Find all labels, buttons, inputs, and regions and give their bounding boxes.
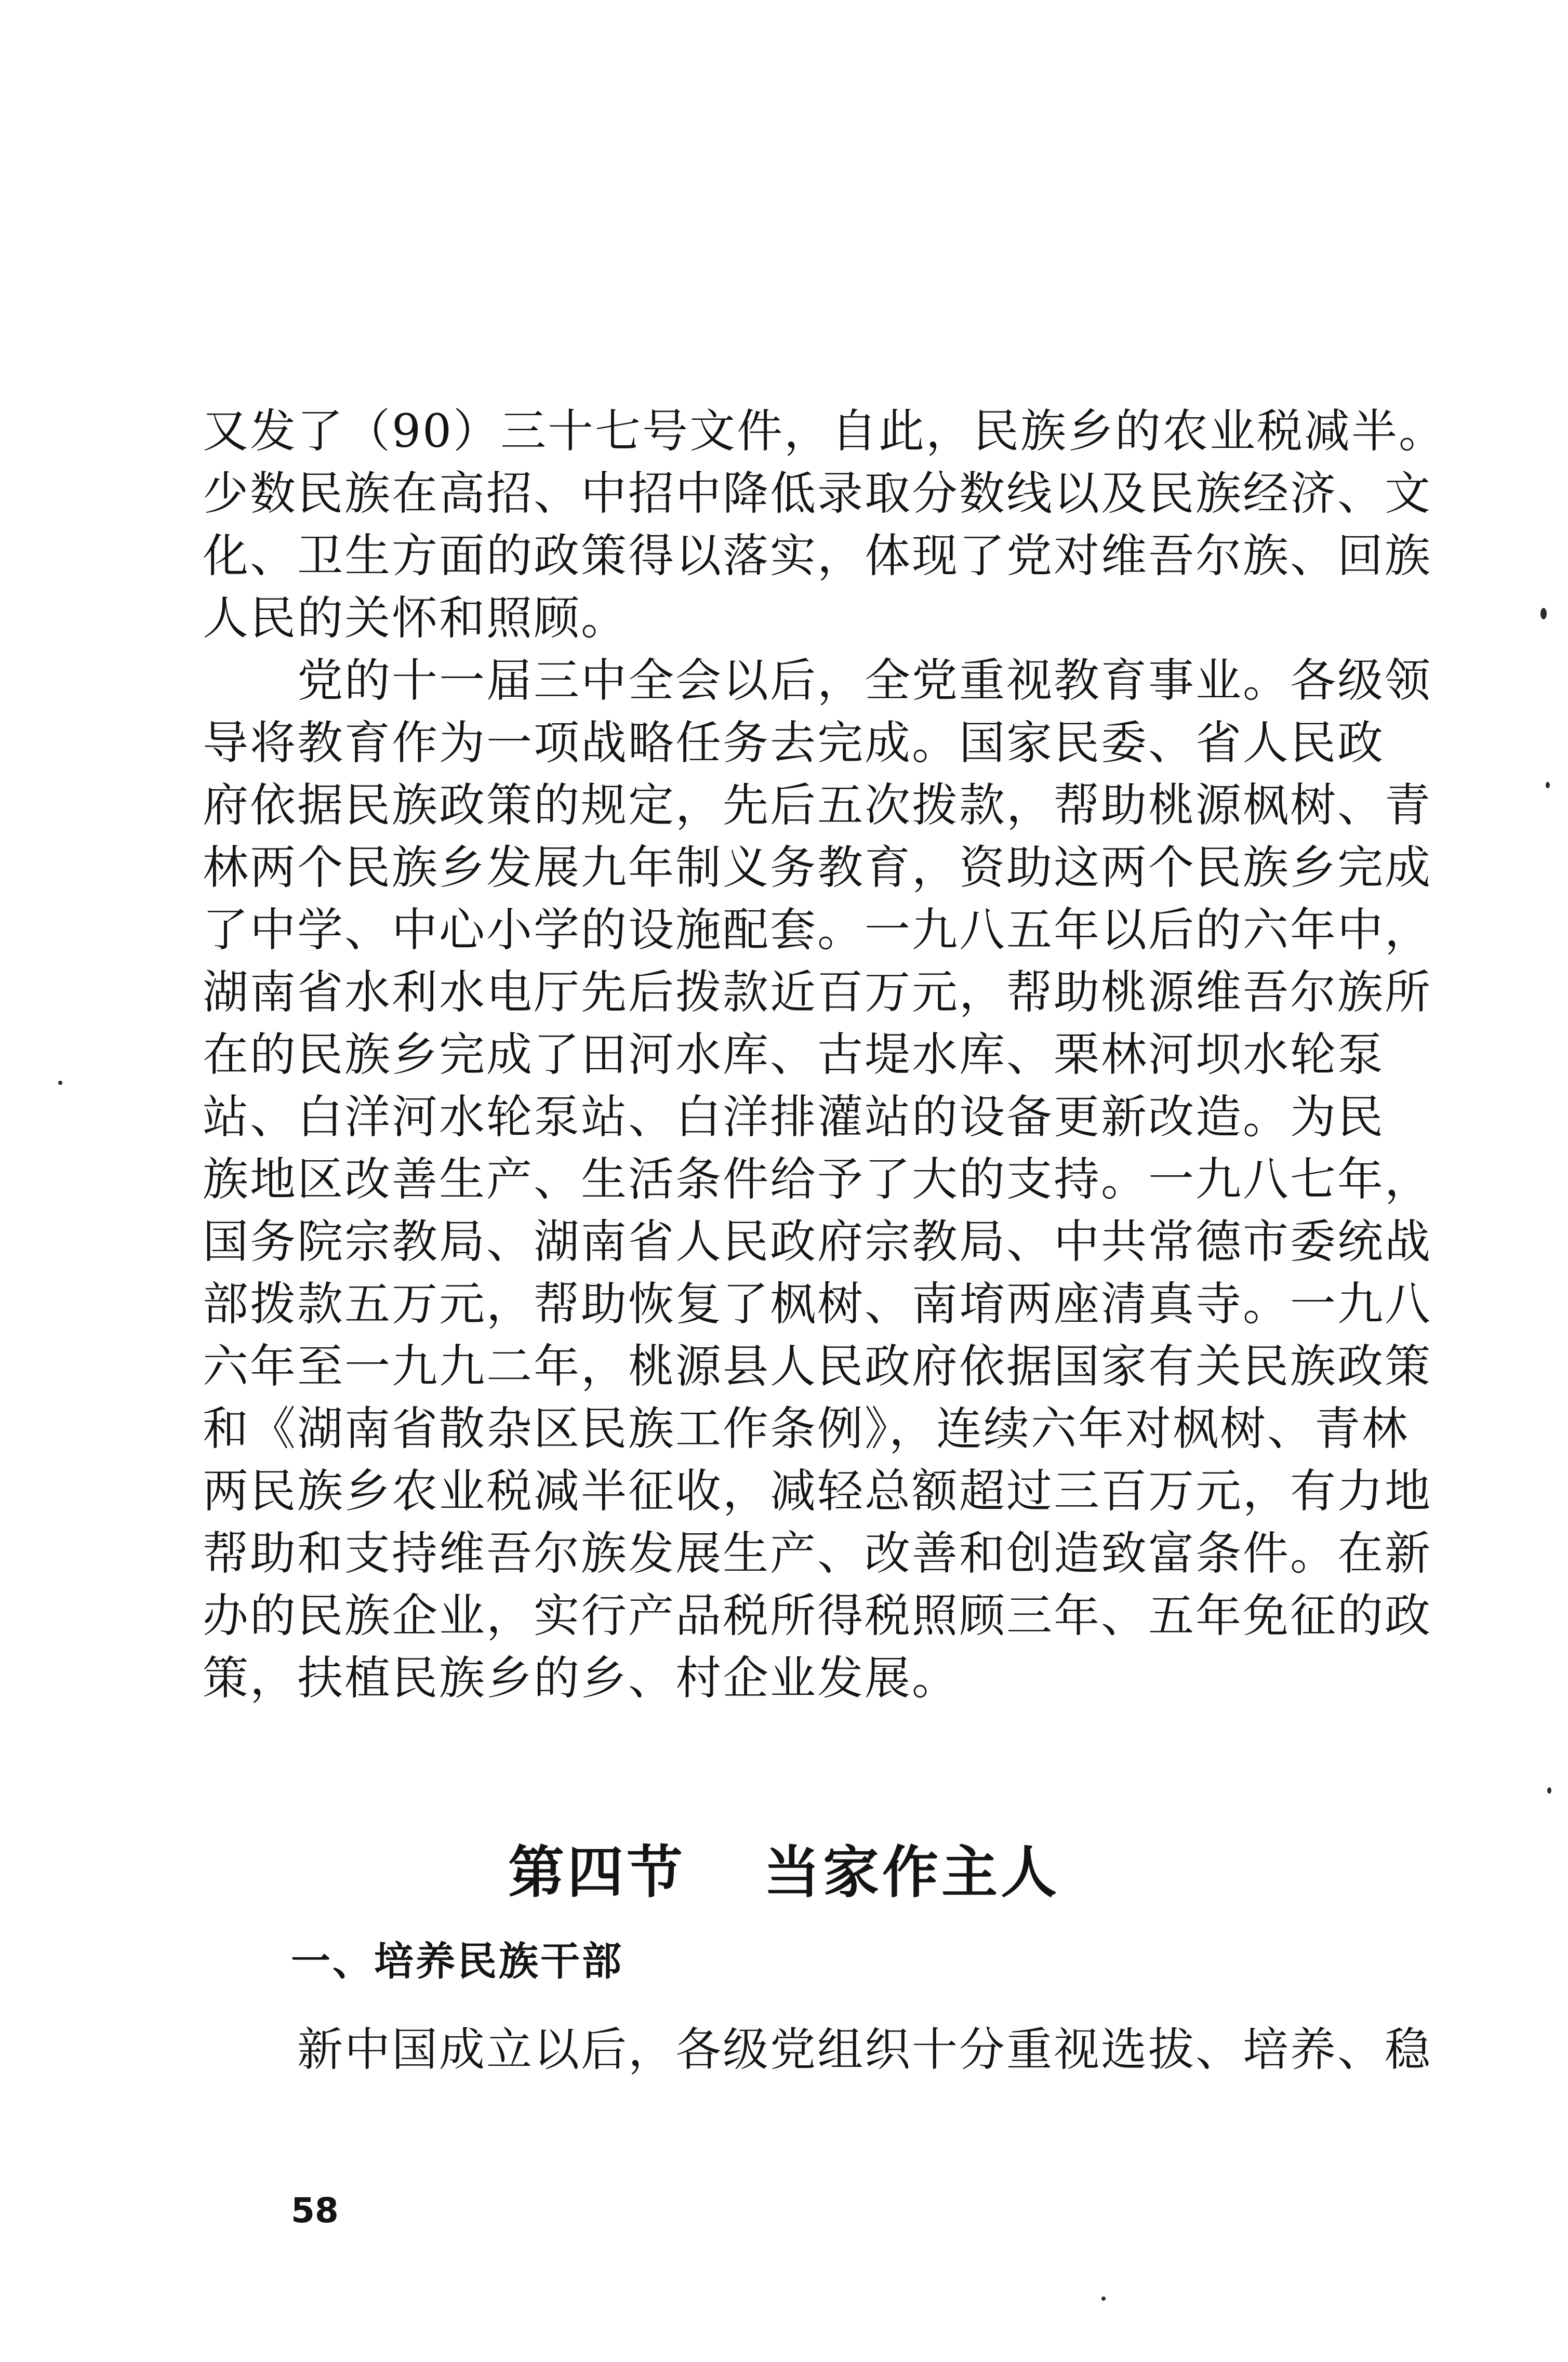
- text-line: 湖南省水利水电厅先后拨款近百万元，帮助桃源维吾尔族所: [203, 965, 1432, 1019]
- paragraph-1: [203, 400, 1446, 649]
- scan-speck: [1540, 608, 1547, 619]
- text-line: 两民族乡农业税减半征收，减轻总额超过三百万元，有力地: [203, 1464, 1432, 1518]
- text-line: 站、白洋河水轮泵站、白洋排灌站的设备更新改造。为民: [203, 1090, 1385, 1144]
- subsection-heading: 一、培养民族干部: [291, 1938, 623, 1984]
- text-line: 化、卫生方面的政策得以落实，体现了党对维吾尔族、回族: [203, 529, 1432, 582]
- scan-speck: [1547, 1787, 1551, 1794]
- text-line: 党的十一届三中全会以后，全党重视教育事业。各级领: [203, 654, 1432, 707]
- text-line: 帮助和支持维吾尔族发展生产、改善和创造致富条件。在新: [203, 1527, 1432, 1580]
- text-line: 了中学、中心小学的设施配套。一九八五年以后的六年中，: [203, 903, 1432, 957]
- paragraph-3: [203, 2019, 1432, 2081]
- text-line: 新中国成立以后，各级党组织十分重视选拔、培养、稳: [203, 2023, 1432, 2076]
- scan-speck: [58, 1081, 62, 1085]
- section-heading: [0, 1837, 1568, 1909]
- text-line: 少数民族在高招、中招中降低录取分数线以及民族经济、文: [203, 467, 1432, 520]
- text-line: 人民的关怀和照顾。: [203, 591, 629, 645]
- section-number: 第四节: [508, 1840, 686, 1905]
- text-line: 导将教育作为一项战略任务去完成。国家民委、省人民政: [203, 716, 1385, 769]
- text-line: 和《湖南省散杂区民族工作条例》，连续六年对枫树、青林: [203, 1402, 1410, 1455]
- page-number: 58: [291, 2191, 339, 2231]
- text-line: 府依据民族政策的规定，先后五次拨款，帮助桃源枫树、青: [203, 778, 1432, 832]
- scan-speck: [1101, 2297, 1106, 2301]
- text-line: 国务院宗教局、湖南省人民政府宗教局、中共常德市委统战: [203, 1215, 1432, 1268]
- text-line: 族地区改善生产、生活条件给予了大的支持。一九八七年，: [203, 1152, 1432, 1206]
- text-line: 在的民族乡完成了田河水库、古堤水库、栗林河坝水轮泵: [203, 1028, 1385, 1081]
- text-line: 部拨款五万元，帮助恢复了枫树、南堉两座清真寺。一九八: [203, 1277, 1432, 1331]
- text-line: 策，扶植民族乡的乡、村企业发展。: [203, 1651, 960, 1705]
- paragraph-2: [203, 649, 1432, 1709]
- text-line: 六年至一九九二年，桃源县人民政府依据国家有关民族政策: [203, 1339, 1432, 1393]
- text-line: 林两个民族乡发展九年制义务教育，资助这两个民族乡完成: [203, 841, 1432, 894]
- text-line: 又发了（90）三十七号文件，自此，民族乡的农业税减半。: [203, 404, 1446, 458]
- section-title: 当家作主人: [764, 1840, 1060, 1905]
- text-line: 办的民族企业，实行产品税所得税照顾三年、五年免征的政: [203, 1589, 1432, 1642]
- scan-speck: [1546, 782, 1550, 788]
